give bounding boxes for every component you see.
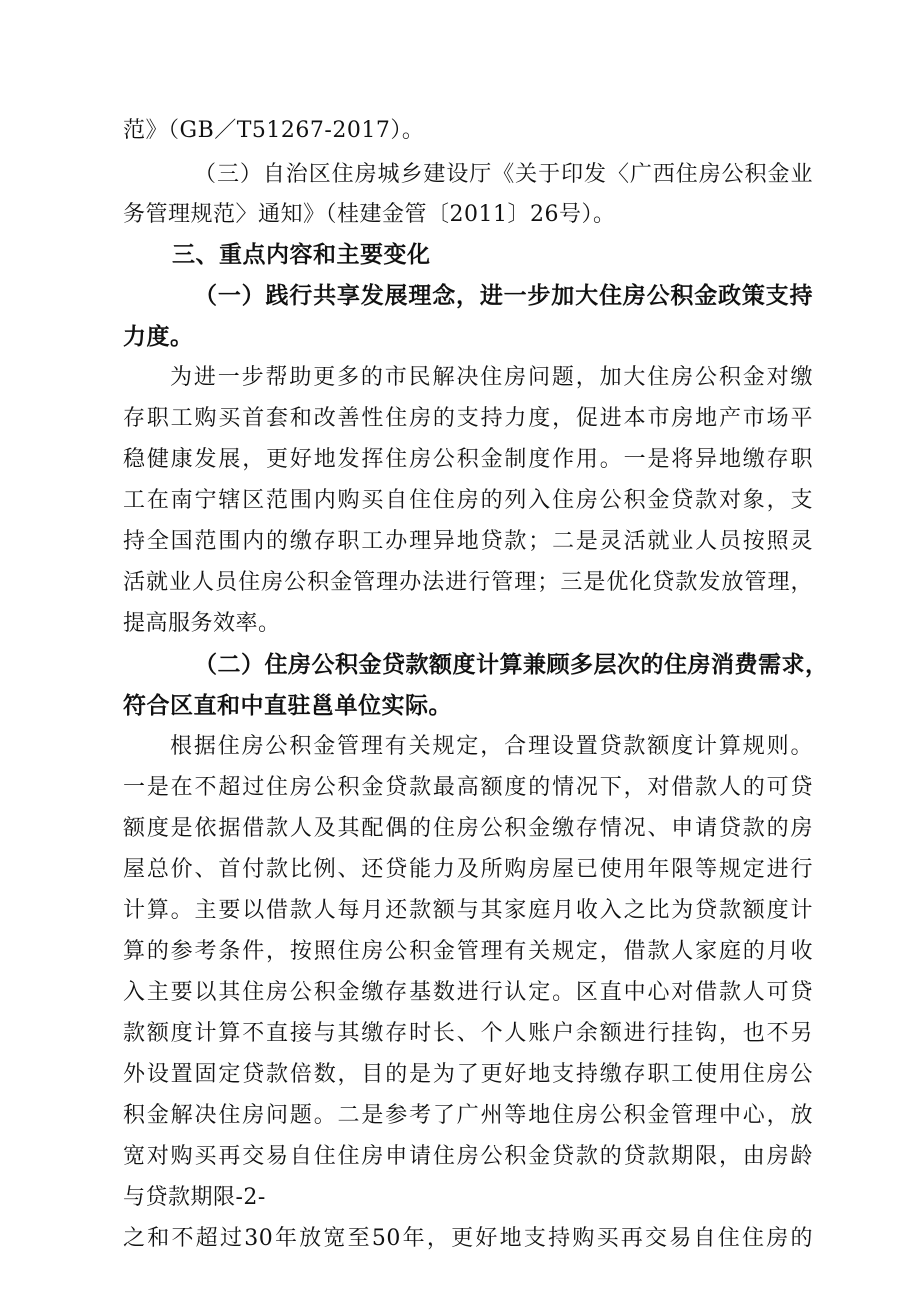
subheading-1-line-1: （一）践行共享发展理念，进一步加大住房公积金政策支持 [194,283,813,309]
paragraph-2-line-2: 一是在不超过住房公积金贷款最高额度的情况下，对借款人的可贷 [123,775,813,800]
paragraph-1-line-7: 提高服务效率。 [123,611,281,636]
paragraph-1-line-5: 持全国范围内的缴存职工办理异地贷款；二是灵活就业人员按照灵 [123,529,813,554]
paragraph-2-line-5: 计算。主要以借款人每月还款额与其家庭月收入之比为贷款额度计 [123,898,813,923]
reference-item-3-line-2: 务管理规范〉通知》（桂建金管〔2011〕26号）。 [123,202,616,227]
reference-item-3-line-1: （三）自治区住房城乡建设厅《关于印发〈广西住房公积金业 [194,162,813,187]
paragraph-2-line-11: 宽对购买再交易自住住房申请住房公积金贷款的贷款期限，由房龄 [123,1144,813,1169]
paragraph-2-line-13: 之和不超过30年放宽至50年，更好地支持购买再交易自住住房的 [123,1226,813,1251]
paragraph-2-line-8: 款额度计算不直接与其缴存时长、个人账户余额进行挂钩，也不另 [123,1021,813,1046]
paragraph-1-line-3: 稳健康发展，更好地发挥住房公积金制度作用。一是将异地缴存职 [123,447,813,472]
paragraph-2-line-7: 入主要以其住房公积金缴存基数进行认定。区直中心对借款人可贷 [123,980,813,1005]
text-line-1: 范》（GB／T51267-2017）。 [123,118,425,143]
subheading-1-line-2: 力度。 [123,324,194,350]
paragraph-2-line-1: 根据住房公积金管理有关规定，合理设置贷款额度计算规则。 [170,734,813,759]
paragraph-2-line-10: 积金解决住房问题。二是参考了广州等地住房公积金管理中心，放 [123,1103,813,1128]
paragraph-2-line-12-with-page-number: 与贷款期限-2- [123,1185,266,1210]
paragraph-2-line-3: 额度是依据借款人及其配偶的住房公积金缴存情况、申请贷款的房 [123,816,813,841]
subheading-2-line-2: 符合区直和中直驻邕单位实际。 [123,693,452,719]
paragraph-1-line-6: 活就业人员住房公积金管理办法进行管理；三是优化贷款发放管理， [123,570,813,595]
subheading-2-line-1: （二）住房公积金贷款额度计算兼顾多层次的住房消费需求， [194,652,829,678]
paragraph-2-line-4: 屋总价、首付款比例、还贷能力及所购房屋已使用年限等规定进行 [123,857,813,882]
section-heading-3: 三、重点内容和主要变化 [172,242,431,268]
paragraph-1-line-1: 为进一步帮助更多的市民解决住房问题，加大住房公积金对缴 [170,365,813,390]
paragraph-2-line-9: 外设置固定贷款倍数，目的是为了更好地支持缴存职工使用住房公 [123,1062,813,1087]
paragraph-1-line-2: 存职工购买首套和改善性住房的支持力度，促进本市房地产市场平 [123,406,813,431]
paragraph-1-line-4: 工在南宁辖区范围内购买自住住房的列入住房公积金贷款对象，支 [123,488,813,513]
paragraph-2-line-6: 算的参考条件，按照住房公积金管理有关规定，借款人家庭的月收 [123,939,813,964]
